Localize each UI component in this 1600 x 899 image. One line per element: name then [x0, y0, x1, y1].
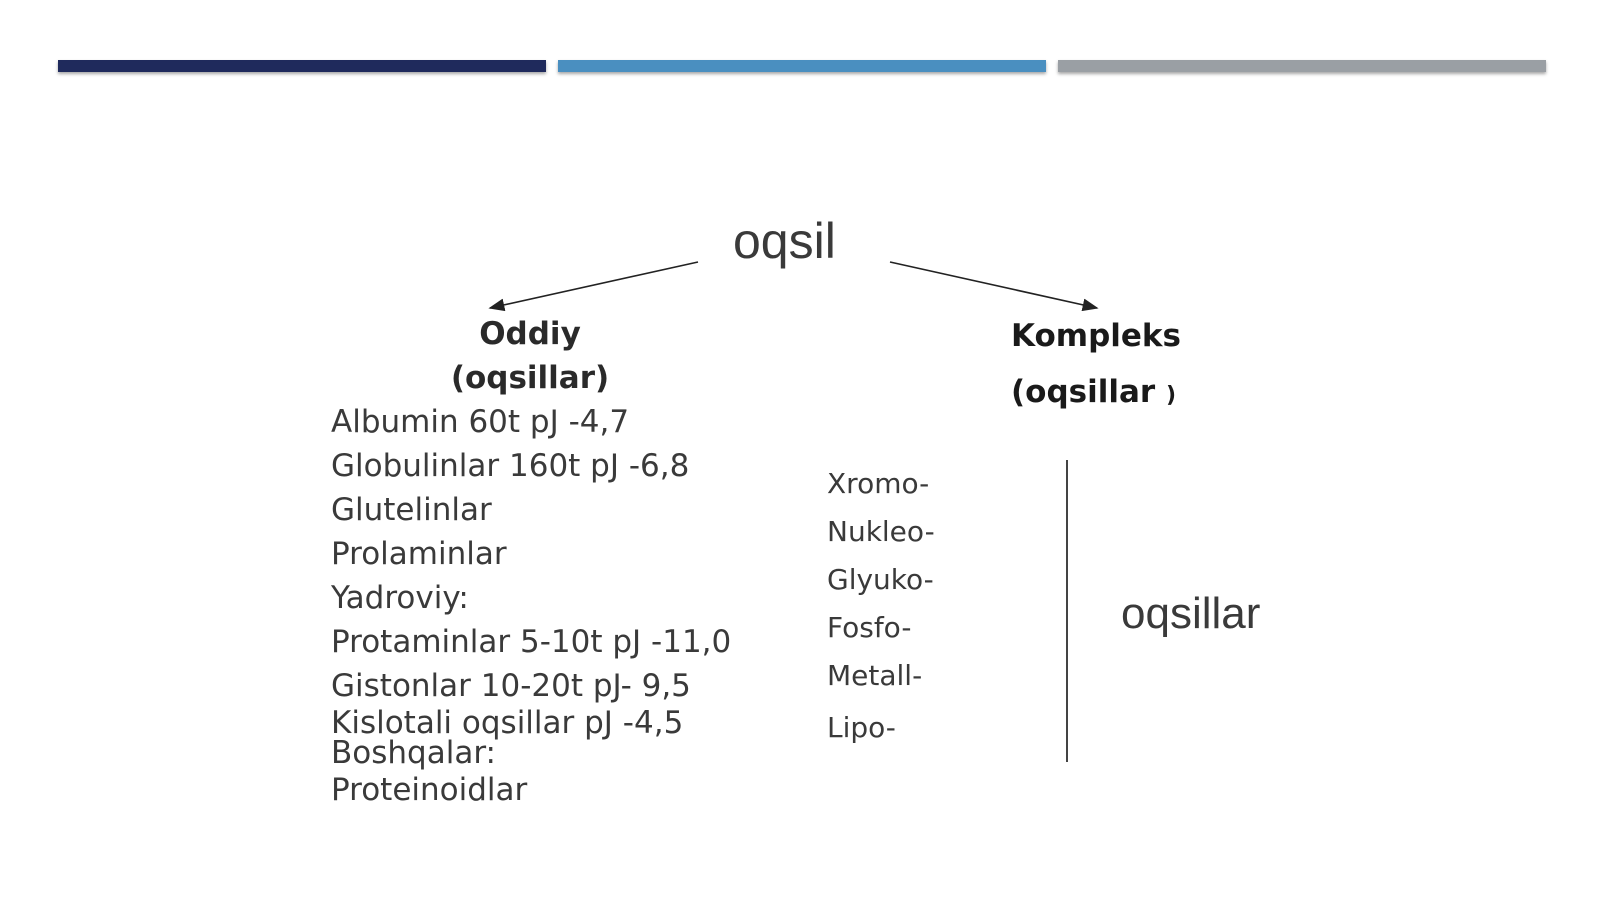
accent-bar-navy [58, 60, 546, 72]
complex-heading-line1: Kompleks [1011, 318, 1181, 354]
list-item: Globulinlar 160t pJ -6,8 [331, 448, 690, 484]
simple-proteins-heading [430, 312, 630, 400]
simple-heading-line1: Oddiy [479, 316, 581, 352]
complex-heading-paren: ) [1166, 383, 1177, 408]
complex-prefix-list [827, 460, 935, 752]
list-item: Gistonlar 10-20t pJ- 9,5 [331, 668, 691, 704]
list-item: Glutelinlar [331, 492, 492, 528]
list-item: Metall- [827, 659, 923, 692]
list-item: Kislotali oqsillar pJ -4,5 [331, 705, 684, 741]
complex-proteins-heading [1011, 314, 1181, 418]
vertical-divider [1066, 460, 1068, 762]
list-item: Glyuko- [827, 563, 934, 596]
accent-bar-gray [1058, 60, 1546, 72]
list-item: Fosfo- [827, 611, 912, 644]
list-item: Lipo- [827, 711, 896, 744]
complex-heading-line2-wrap [1011, 370, 1181, 418]
arrow-right [890, 262, 1097, 308]
complex-heading-line2: (oqsillar [1011, 374, 1156, 410]
simple-heading-line2: (oqsillar) [450, 360, 610, 396]
list-item: Boshqalar: [331, 735, 496, 771]
list-item: Xromo- [827, 467, 930, 500]
list-item: Albumin 60t pJ -4,7 [331, 404, 630, 440]
list-item: Nukleo- [827, 515, 935, 548]
root-title: oqsil [733, 213, 836, 269]
list-item: Yadroviy: [331, 580, 469, 616]
list-item: Proteinoidlar [331, 772, 528, 808]
complex-suffix-word: oqsillar [1121, 589, 1261, 638]
accent-bar-blue [558, 60, 1046, 72]
list-item: Protaminlar 5-10t pJ -11,0 [331, 624, 732, 660]
arrow-left [490, 262, 698, 308]
list-item: Prolaminlar [331, 536, 507, 572]
simple-proteins-list [331, 400, 731, 812]
